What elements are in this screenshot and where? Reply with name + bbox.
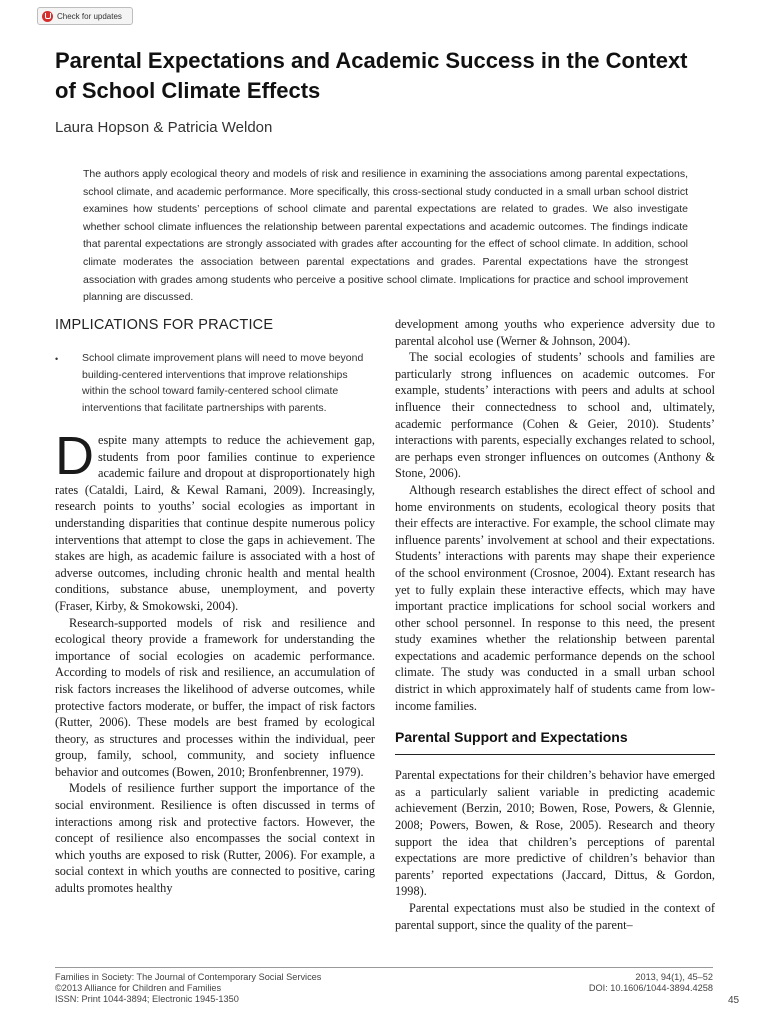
body-paragraph: Research-supported models of risk and resilience and ecological theory provide a framework for understanding the importance of social ecologies on academic performance. According to models of risk and resilience, an accumulation of risk factors increases the likelihood of adverse outcomes, while protective factors moderate, or buffer, the impact of risk factors (Rutter, 2006). These models are best framed by ecological theory, as structures and processes within the individual, peer group, family, school, community, and society influence behavior and outcomes (Bowen, 2010; Bronfenbrenner, 1979). (55, 615, 375, 779)
section-heading: Parental Support and Expectations (395, 728, 715, 755)
intro-paragraph (55, 426, 375, 615)
article-authors: Laura Hopson & Patricia Weldon (55, 119, 273, 136)
body-paragraph: The social ecologies of students’ schools and families are particularly strong influences on academic outcomes. For example, students’ interactions with peers and adults at school influence their connectedness to school and, ultimately, academic performance (Cohen & Geier, 2010). Students’ interactions with parents, especially exchanges related to school, are perhaps even stronger influences on outcomes (Anthony & Stone, 2006). (395, 350, 715, 481)
article-abstract: The authors apply ecological theory and models of risk and resilience in examining the associations among parental expectations, school climate, and academic performance. More specifically, this cross-sectional study conducted in a small urban school district examines how students’ perceptions of school climate and parental expectations are related to grades. We also investigate whether school climate influences the relationship between parental expectations and academic outcomes. The findings indicate that parental expectations are strongly associated with grades after accounting for the effect of school climate. In addition, school climate moderates the association between parental expectations and grades. Parental expectations have the strongest association with grades among students who perceive a positive school climate. Implications for practice and school improvement planning are discussed. (83, 168, 688, 304)
footer-copyright: ©2013 Alliance for Children and Families (55, 983, 222, 994)
body-paragraph: Parental expectations must also be studied in the context of parental support, since the quality of the parent– (395, 901, 715, 932)
left-column (55, 316, 375, 897)
body-paragraph: Models of resilience further support the importance of the social environment. Resilience is often discussed in terms of interactions among risk and protective factors. However, the concept of resilience also encompasses the social context in which youths are exposed to risk (Rutter, 2006). For example, a social context in which youths are connected to positive, caring adults promotes healthy (55, 781, 375, 896)
footer-journal-info (55, 972, 321, 1006)
implications-bullet (55, 350, 375, 416)
intro-paragraph-text: espite many attempts to reduce the achievement gap, students from poor families continue to experience academic failure and dropout at disproportionately high rates (Cataldi, Laird, & Kewal Ramani, 2009). Increasingly, research points to youths’ social ecologies as important in understanding disparities that continue despite numerous policy interventions that attempt to close the gaps in achievement. The stakes are high, as academic failure is associated with a host of adverse outcomes, including chronic health and mental health conditions, substance abuse, unemployment, and poverty (Fraser, Kirby, & Smokowski, 2004). (55, 433, 375, 613)
implications-heading: IMPLICATIONS FOR PRACTICE (55, 317, 274, 333)
bookmark-update-icon (42, 11, 53, 22)
check-for-updates-label: Check for updates (57, 11, 122, 21)
body-paragraph: Although research establishes the direct effect of school and home environments on students, ecological theory posits that their effects are interactive. For example, the school climate may influence parents’ involvement at school and their expectations. Students’ interactions with parents may shape their experience of the school environment (Crosnoe, 2004). Extant research has yet to fully explain these interactive effects, which may have important practice implications for school social workers and other school personnel. In response to this need, the present study examines whether the relationship between parental expectations and academic performance depends on the school climate. The study was conducted in a small urban school district in which approximately half of students came from low-income families. (395, 482, 715, 713)
footer-doi[interactable]: DOI: 10.1606/1044-3894.4258 (588, 983, 713, 994)
bullet-icon: • (55, 354, 59, 364)
right-column (395, 316, 715, 933)
footer-issn: ISSN: Print 1044-3894; Electronic 1945-1350 (55, 994, 239, 1005)
continued-paragraph: development among youths who experience adversity due to parental alcohol use (Werner & Johnson, 2004). (395, 317, 715, 348)
page-number: 45 (728, 995, 740, 1006)
footer-journal: Families in Society: The Journal of Contemporary Social Services (55, 972, 322, 982)
drop-cap: D (55, 426, 94, 486)
footer-divider (55, 967, 713, 968)
footer-citation-info (589, 972, 713, 994)
body-paragraph: Parental expectations for their children’s behavior have emerged as a particularly salient variable in predicting academic achievement (Berzin, 2010; Bowen, Rose, Powers, & Glennie, 2008; Powers, Bowen, & Rose, 2005). Research and theory support the idea that children’s perceptions of parental expectations are more predictive of children’s behavior than parents’ reported expectations (Jaccard, Dittus, & Gordon, 1998). (395, 768, 715, 899)
footer-citation: 2013, 94(1), 45–52 (635, 972, 713, 982)
article-title: Parental Expectations and Academic Success in the Context of School Climate Effects (55, 48, 688, 103)
check-for-updates-badge[interactable] (37, 7, 133, 25)
implications-bullet-text: School climate improvement plans will need to move beyond building-centered interventions that improve relationships within the school toward family-centered school climate interventions that facilitate partnerships with parents. (82, 352, 364, 414)
